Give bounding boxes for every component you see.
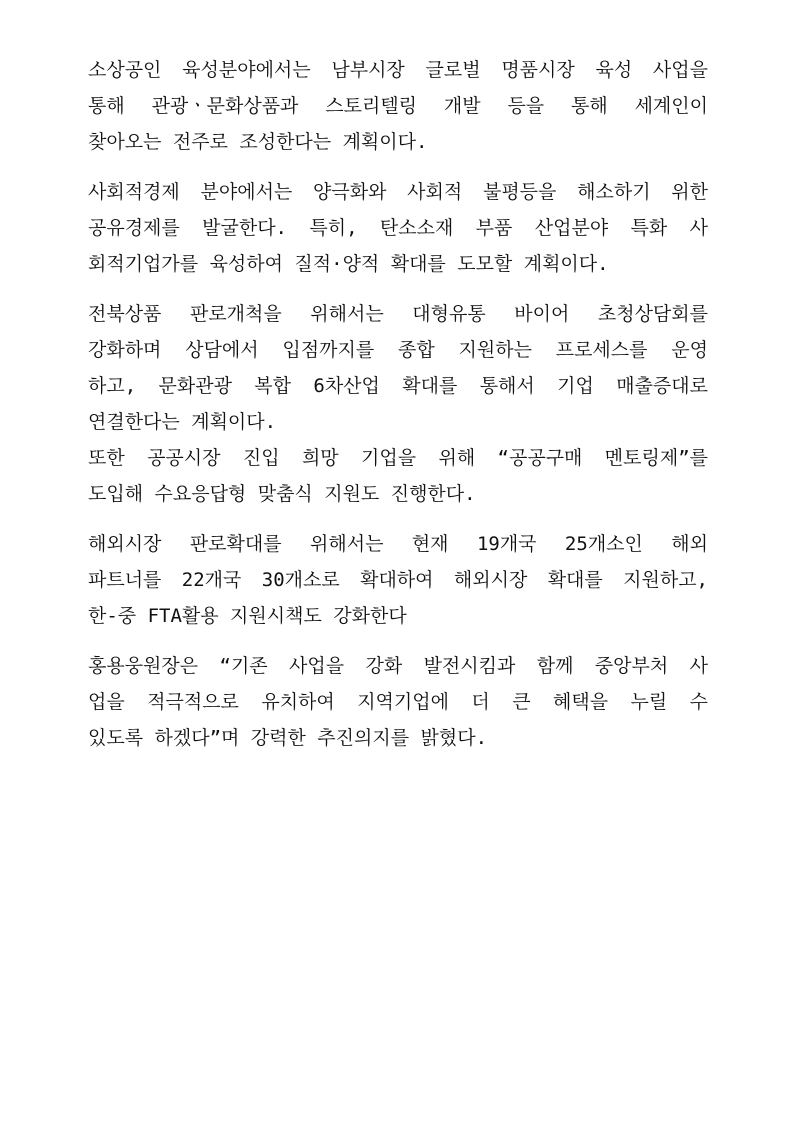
text-line: 하고, 문화관광 복합 6차산업 확대를 통해서 기업 매출증대로 (88, 375, 708, 397)
paragraph-jeonbuk-products (88, 296, 708, 440)
paragraph-small-business (88, 52, 708, 160)
text-line: 전북상품 판로개척을 위해서는 대형유통 바이어 초청상담회를 (88, 303, 708, 325)
document-page (88, 52, 708, 756)
paragraph-social-economy (88, 174, 708, 282)
paragraph-overseas-market (88, 526, 708, 634)
text-line: 업을 적극적으로 유치하여 지역기업에 더 큰 혜택을 누릴 수 (88, 691, 708, 713)
text-line: 연결한다는 계획이다. (88, 411, 277, 433)
text-line: 통해 관광ㆍ문화상품과 스토리텔링 개발 등을 통해 세계인이 (88, 95, 708, 117)
text-line: 회적기업가를 육성하여 질적·양적 확대를 도모할 계획이다. (88, 253, 609, 275)
text-line: 한-중 FTA활용 지원시책도 강화한다 (88, 605, 407, 627)
text-line: 소상공인 육성분야에서는 남부시장 글로벌 명품시장 육성 사업을 (88, 59, 708, 81)
text-line: 찾아오는 전주로 조성한다는 계획이다. (88, 131, 428, 153)
text-line: 도입해 수요응답형 맞춤식 지원도 진행한다. (88, 483, 476, 505)
text-line: 공유경제를 발굴한다. 특히, 탄소소재 부품 산업분야 특화 사 (88, 217, 708, 239)
text-line: 홍용웅원장은 “기존 사업을 강화 발전시킴과 함께 중앙부처 사 (88, 655, 708, 677)
text-line: 강화하며 상담에서 입점까지를 종합 지원하는 프로세스를 운영 (88, 339, 708, 361)
text-line: 있도록 하겠다”며 강력한 추진의지를 밝혔다. (88, 727, 488, 749)
text-line: 해외시장 판로확대를 위해서는 현재 19개국 25개소인 해외 (88, 533, 708, 555)
text-line: 파트너를 22개국 30개소로 확대하여 해외시장 확대를 지원하고, (88, 569, 708, 591)
text-line: 사회적경제 분야에서는 양극화와 사회적 불평등을 해소하기 위한 (88, 181, 708, 203)
text-line: 또한 공공시장 진입 희망 기업을 위해 “공공구매 멘토링제”를 (88, 447, 708, 469)
paragraph-public-market (88, 440, 708, 512)
paragraph-director-quote (88, 648, 708, 756)
